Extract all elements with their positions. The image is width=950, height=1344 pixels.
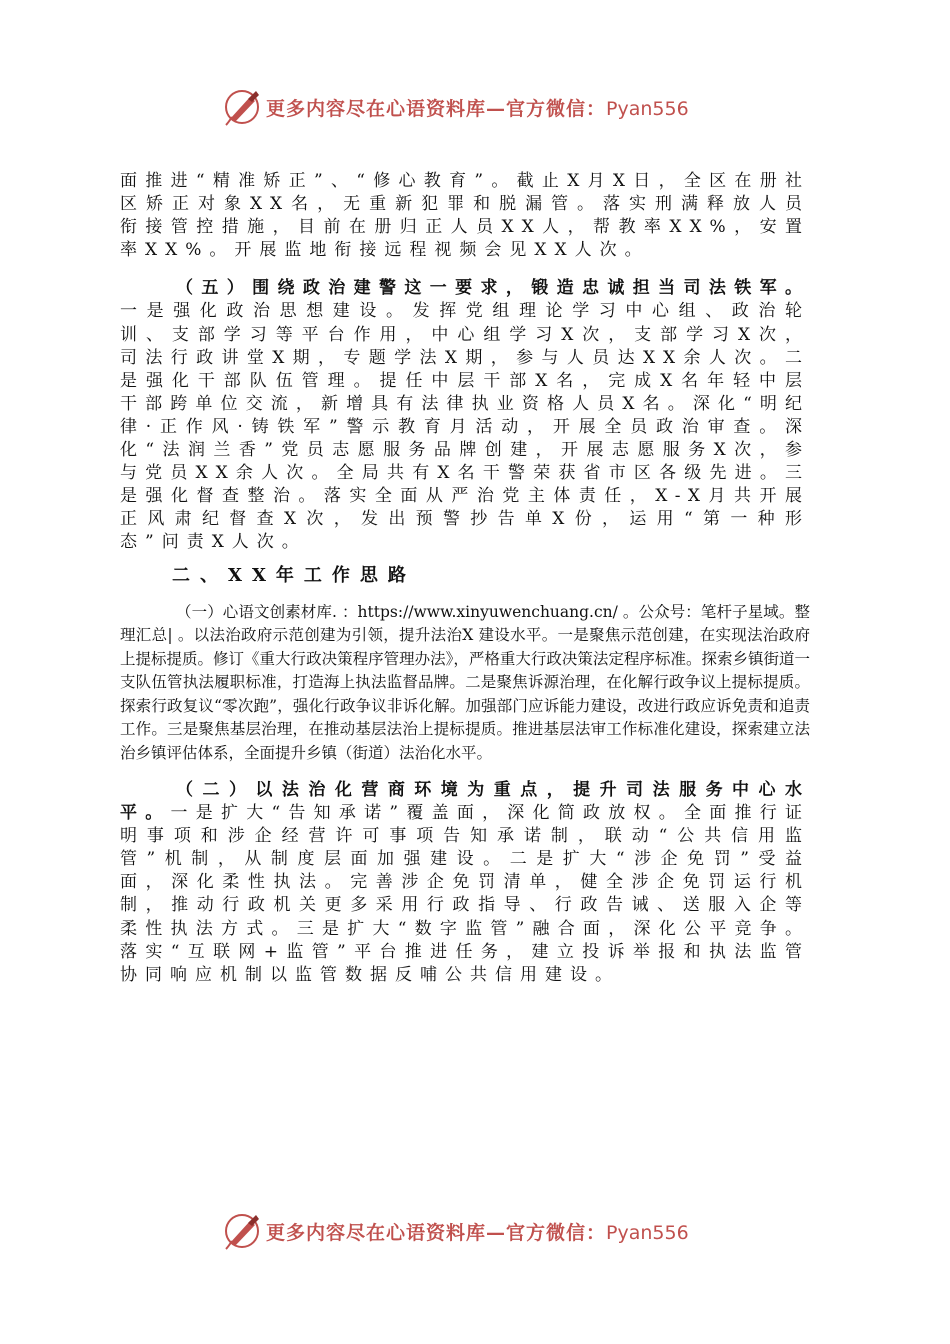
section-2-title: 二、XX年工作思路 (172, 564, 416, 586)
paragraph-top-tail: 面推进“精准矫正”、“修心教育”。截止X月X日，全区在册社区矫正对象XX名，无重新犯罪和脱漏管。落实刑满释放人员衔接管控措施，目前在册归正人员XX人，帮教率XX%，安置率XX%。开展监地衔接远程视频会见XX人次。 (120, 171, 810, 261)
item-5-body: 一是强化政治思想建设。发挥党组理论学习中心组、政治轮训、支部学习等平台作用，中心组学习X次，支部学习X次，司法行政讲堂X期，专题学法X期，参与人员达XX余人次。二是强化干部队伍管理。提任中层干部X名，完成X名年轻中层干部跨单位交流，新增具有法律执业资格人员X名。深化“明纪律·正作风·铸铁军”警示教育月活动，开展全员政治审查。深化“法润兰香”党员志愿服务品牌创建，开展志愿服务X次，参与党员XX余人次。全局共有X名干警荣获省市区各级先进。三是强化督查整治。落实全面从严治党主体责任，X-X月共开展正风肃纪督查X次，发出预警抄告单X份，运用“第一种形态”问责X人次。 (120, 301, 810, 553)
banner-slogan: 更多内容尽在心语资料库—官方微信： (266, 97, 607, 120)
item-2-heading: （二）以法治化营商环境为重点，提升司法服务中心水平。 (120, 780, 810, 824)
pen-nib-logo-icon (222, 1211, 262, 1251)
footer-banner (222, 1210, 689, 1252)
pen-nib-logo-icon (222, 87, 262, 127)
banner-slogan: 更多内容尽在心语资料库—官方微信： (266, 1221, 607, 1244)
banner-account: Pyan556 (606, 1221, 689, 1244)
item-2-body: 一是扩大“告知承诺”覆盖面，深化简政放权。全面推行证明事项和涉企经营许可事项告知承诺制，联动“公共信用监管”机制，从制度层面加强建设。二是扩大“涉企免罚”受益面，深化柔性执法。完善涉企免罚清单，健全涉企免罚运行机制，推动行政机关更多采用行政指导、行政告诫、送服入企等柔性执法方式。三是扩大“数字监管”融合面，深化公平竞争。落实“互联网+监管”平台推进任务，建立投诉举报和执法监管协同响应机制以监管数据反哺公共信用建设。 (120, 803, 811, 985)
banner-account: Pyan556 (606, 97, 689, 120)
banner-text (266, 1218, 689, 1245)
paragraph-item-5 (120, 277, 810, 554)
document-body (120, 170, 810, 987)
banner-text (266, 94, 689, 121)
header-banner (222, 86, 689, 128)
paragraph-item-1: （一）心语文创素材库. ：https://www.xinyuwenchuang.cn/ 。公众号：笔杆子星域。整理汇总| 。以法治政府示范创建为引领，提升法治X 建设水平。一是聚焦示范创建，在实现法治政府上提标提质。修订《重大行政决策程序管理办法》，严格重大行政决策法定程序标准。探索乡镇街道一支队伍管执法履职标准，打造海上执法监督品牌。二是聚焦诉源治理，在化解行政争议上提标提质。探索行政复议“零次跑”，强化行政争议非诉化解。加强部门应诉能力建设，改进行政应诉免责和追责工作。三是聚焦基层治理，在推动基层法治上提标提质。推进基层法审工作标准化建设，探索建立法治乡镇评估体系，全面提升乡镇（街道）法治化水平。 (120, 602, 810, 762)
item-5-heading: （五）围绕政治建警这一要求，锻造忠诚担当司法铁军。 (176, 278, 810, 299)
paragraph-item-2 (120, 779, 810, 987)
